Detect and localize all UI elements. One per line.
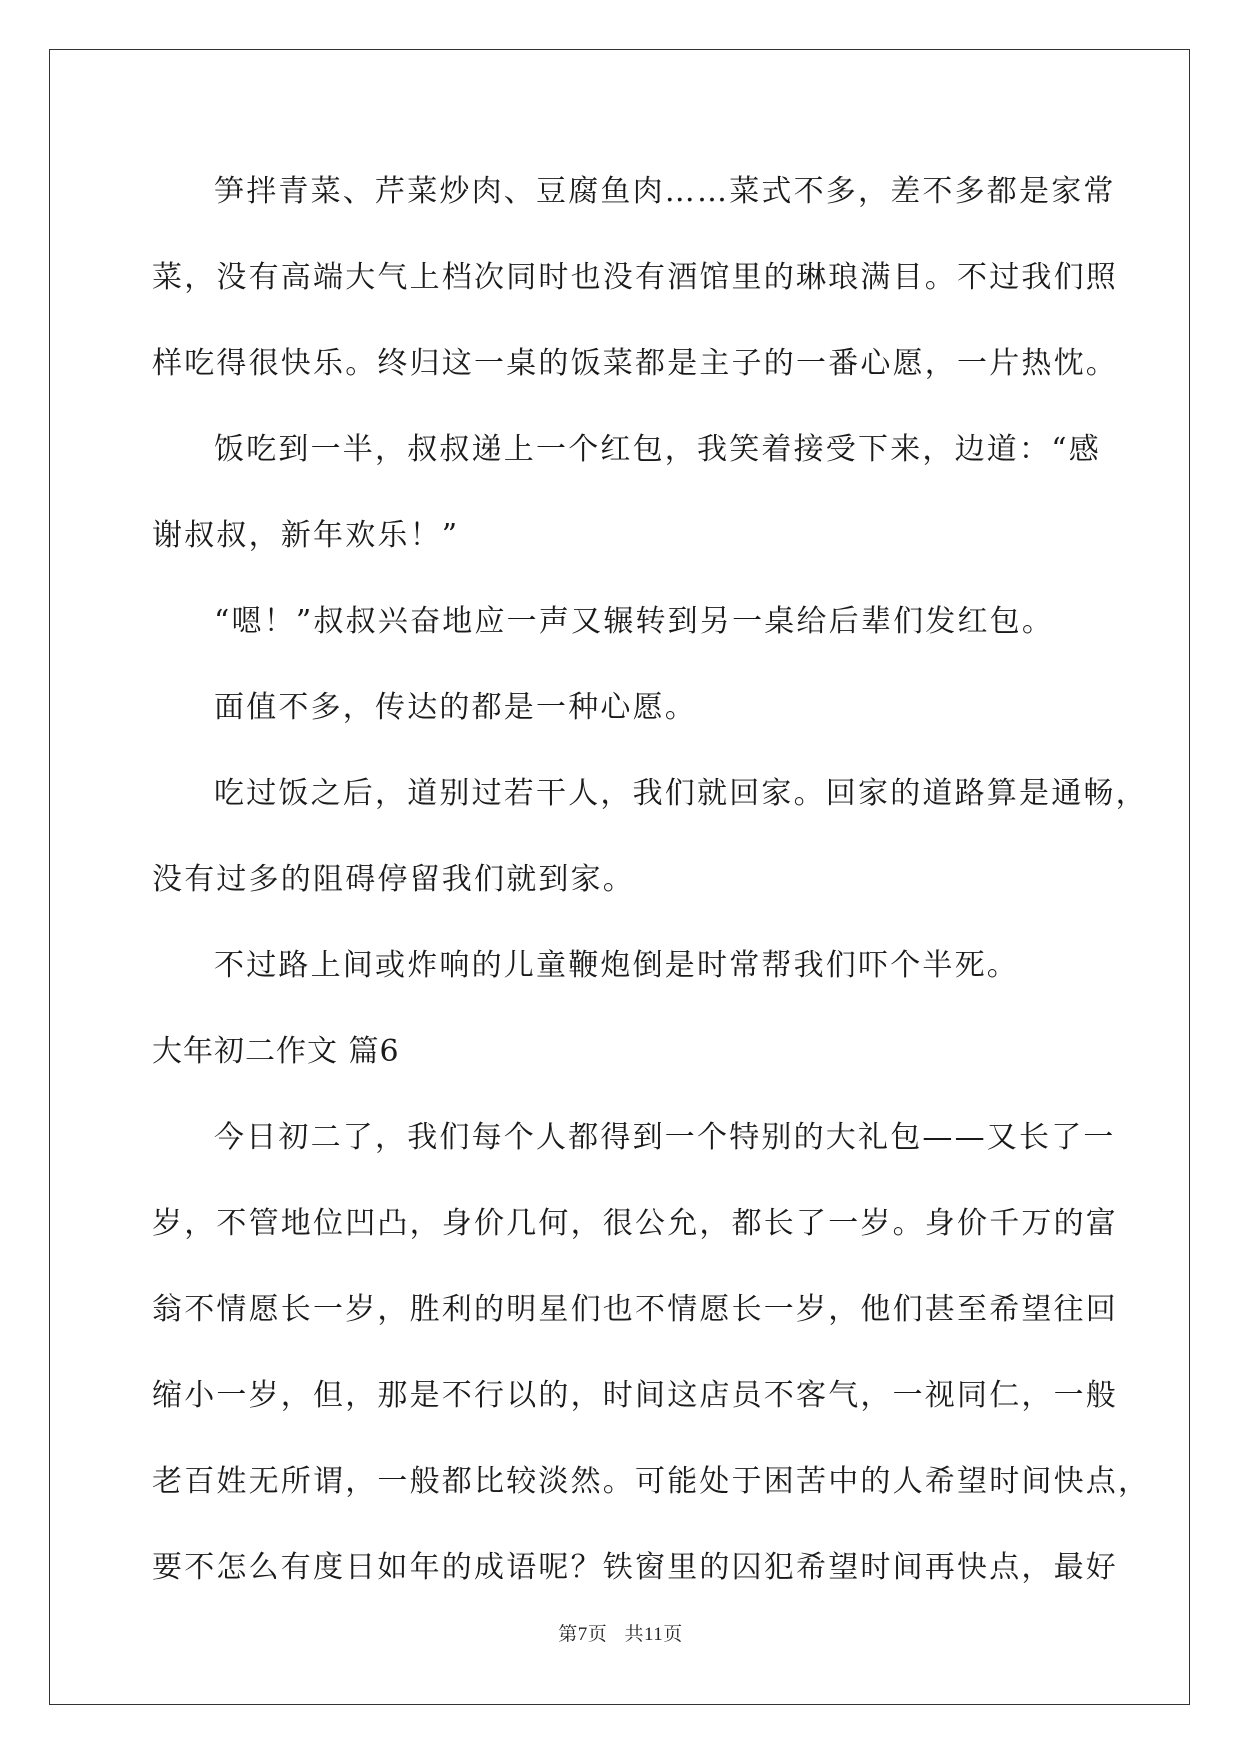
paragraph-line: 面值不多，传达的都是一种心愿。 [214, 690, 697, 725]
paragraph-line: 谢叔叔，新年欢乐！” [152, 518, 460, 553]
document-body [152, 162, 1151, 1624]
paragraph-line: 老百姓无所谓，一般都比较淡然。可能处于困苦中的人希望时间快点， [152, 1464, 1151, 1499]
paragraph-line: 笋拌青菜、芹菜炒肉、豆腐鱼肉……菜式不多，差不多都是家常 [214, 174, 1116, 209]
section-heading: 大年初二作文 篇6 [152, 1034, 400, 1069]
paragraph-line: 岁，不管地位凹凸，身价几何，很公允，都长了一岁。身价千万的富 [152, 1206, 1118, 1241]
paragraph-line: 要不怎么有度日如年的成语呢？铁窗里的囚犯希望时间再快点，最好 [152, 1550, 1118, 1585]
paragraph-line: 缩小一岁，但，那是不行以的，时间这店员不客气，一视同仁，一般 [152, 1378, 1118, 1413]
paragraph-line: 样吃得很快乐。终归这一桌的饭菜都是主子的一番心愿，一片热忱。 [152, 346, 1118, 381]
paragraph-line: 没有过多的阻碍停留我们就到家。 [152, 862, 635, 897]
page-number-current: 第7页 [558, 1624, 608, 1645]
paragraph-line: 饭吃到一半，叔叔递上一个红包，我笑着接受下来，边道：“感 [214, 432, 1101, 467]
page-number-total: 共11页 [624, 1624, 683, 1645]
paragraph-line: 今日初二了，我们每个人都得到一个特别的大礼包——又长了一 [214, 1120, 1116, 1155]
paragraph-line: 不过路上间或炸响的儿童鞭炮倒是时常帮我们吓个半死。 [214, 948, 1019, 983]
paragraph-line: 吃过饭之后，道别过若干人，我们就回家。回家的道路算是通畅， [214, 776, 1148, 811]
page-footer [0, 1619, 1241, 1646]
paragraph-line: 菜，没有高端大气上档次同时也没有酒馆里的琳琅满目。不过我们照 [152, 260, 1118, 295]
paragraph-line: “嗯！”叔叔兴奋地应一声又辗转到另一桌给后辈们发红包。 [214, 604, 1055, 639]
paragraph-line: 翁不情愿长一岁，胜利的明星们也不情愿长一岁，他们甚至希望往回 [152, 1292, 1118, 1327]
